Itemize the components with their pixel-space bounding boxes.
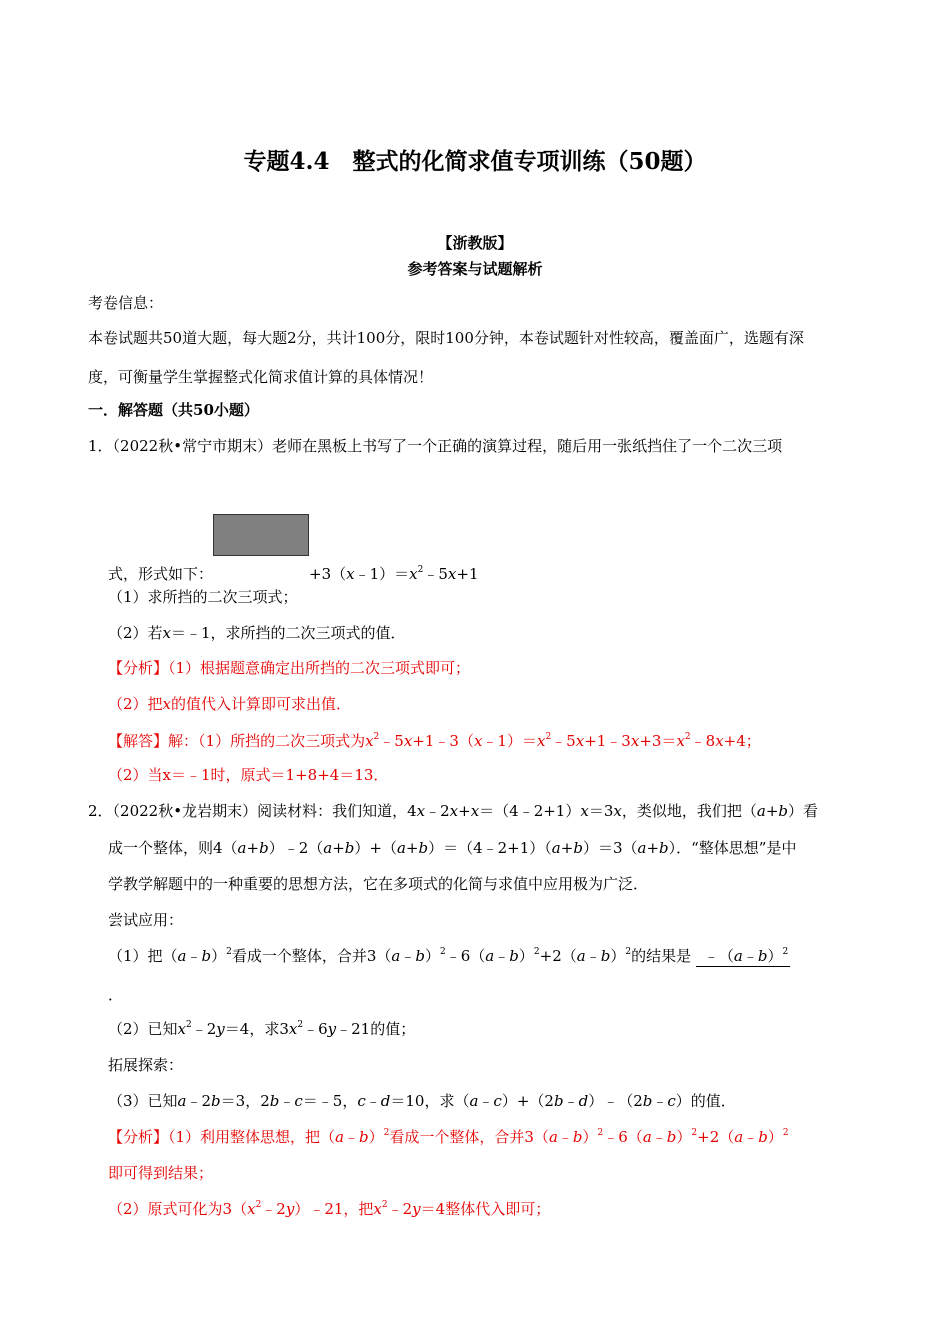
- subtitle: 参考答案与试题解析: [407, 260, 543, 278]
- question-2-stem-line-3: 学教学解题中的一种重要的思想方法，它在多项式的化简与求值中应用极为广泛．: [108, 875, 649, 893]
- question-2-stem-line-2: 成一个整体，则4（a+b）﹣2（a+b）+（a+b）＝（4﹣2+1）（a+b）＝3（a+b）．“整体思想”是中: [108, 839, 797, 857]
- covered-trinomial-box: [213, 514, 309, 556]
- question-2-analysis-part-2: （2）原式可化为$3(x^2﹣2y)﹣21$，把$x^2﹣2y=4$整体代入即可；: [108, 1200, 551, 1218]
- question-number: 1．: [88, 437, 113, 455]
- page-title: 专题4.4 整式的化简求值专项训练（50题）: [243, 148, 707, 175]
- question-2-part-2: （2）已知$x^2﹣2y=4$，求$3x^2﹣6y﹣21$的值；: [108, 1020, 416, 1038]
- question-1-analysis-continued: （2）把x的值代入计算即可求出值．: [108, 695, 352, 713]
- edition-label: 【浙教版】: [437, 234, 513, 252]
- question-1-part-1: （1）求所挡的二次三项式；: [108, 588, 298, 606]
- question-2-part-1: （1）把（a﹣b）$^2$看成一个整体，合并3（a﹣b）$^2$﹣6（a﹣b）$^2$+2（a﹣b）$^2$的结果是 ﹣（a﹣b）$^2$: [108, 947, 789, 965]
- question-1-stem: 1．（2022秋•常宁市期末）老师在黑板上书写了一个正确的演算过程，随后用一张纸挡住了一个二次三项: [88, 437, 783, 455]
- question-1-formula: 式，形式如下： $+3(x﹣1)=x^2﹣5x+1$: [108, 542, 479, 592]
- question-1-solution: 【解答】解：（1）所挡的二次三项式为$x^2﹣5x+1﹣3(x﹣1)=x^2﹣5x+1﹣3x+3=x^2﹣8x+4$；: [108, 732, 761, 750]
- question-1-analysis: 【分析】（1）根据题意确定出所挡的二次三项式即可；: [108, 659, 471, 677]
- answer-blank: ﹣（a﹣b）$^2$: [696, 946, 790, 967]
- question-2-stem: 2．（2022秋•龙岩期末）阅读材料：我们知道，4x﹣2x+x＝（4﹣2+1）x＝3x，类似地，我们把（a+b）看: [88, 802, 819, 820]
- info-text: 本卷试题共50道大题，每大题2分，共计100分，限时100分钟，本卷试题针对性较高，覆盖面广，选题有深: [88, 329, 804, 347]
- info-text-continued: 度，可衡量学生掌握整式化简求值计算的具体情况！: [88, 368, 434, 386]
- question-number: 2．: [88, 802, 113, 820]
- question-2-part-1-end: ．: [108, 986, 124, 1004]
- try-application-label: 尝试应用：: [108, 911, 184, 929]
- question-2-part-3: （3）已知a﹣2b＝3，2b﹣c＝﹣5，c﹣d＝10，求（a﹣c）+（2b﹣d）﹣（2b﹣c）的值．: [108, 1092, 736, 1110]
- question-1-solution-part-2: （2）当x＝﹣1时，原式＝1+8+4＝13．: [108, 766, 389, 784]
- question-1-part-2: （2）若x＝﹣1，求所挡的二次三项式的值．: [108, 624, 406, 642]
- explore-label: 拓展探索：: [108, 1056, 184, 1074]
- question-2-analysis: 【分析】（1）利用整体思想，把（a﹣b）$^2$看成一个整体，合并3（a﹣b）$^2$﹣6（a﹣b）$^2$+2（a﹣b）$^2$: [108, 1128, 789, 1146]
- info-label: 考卷信息：: [88, 294, 164, 312]
- question-2-analysis-continued: 即可得到结果；: [108, 1164, 214, 1182]
- section-heading: 一．解答题（共50小题）: [88, 401, 259, 419]
